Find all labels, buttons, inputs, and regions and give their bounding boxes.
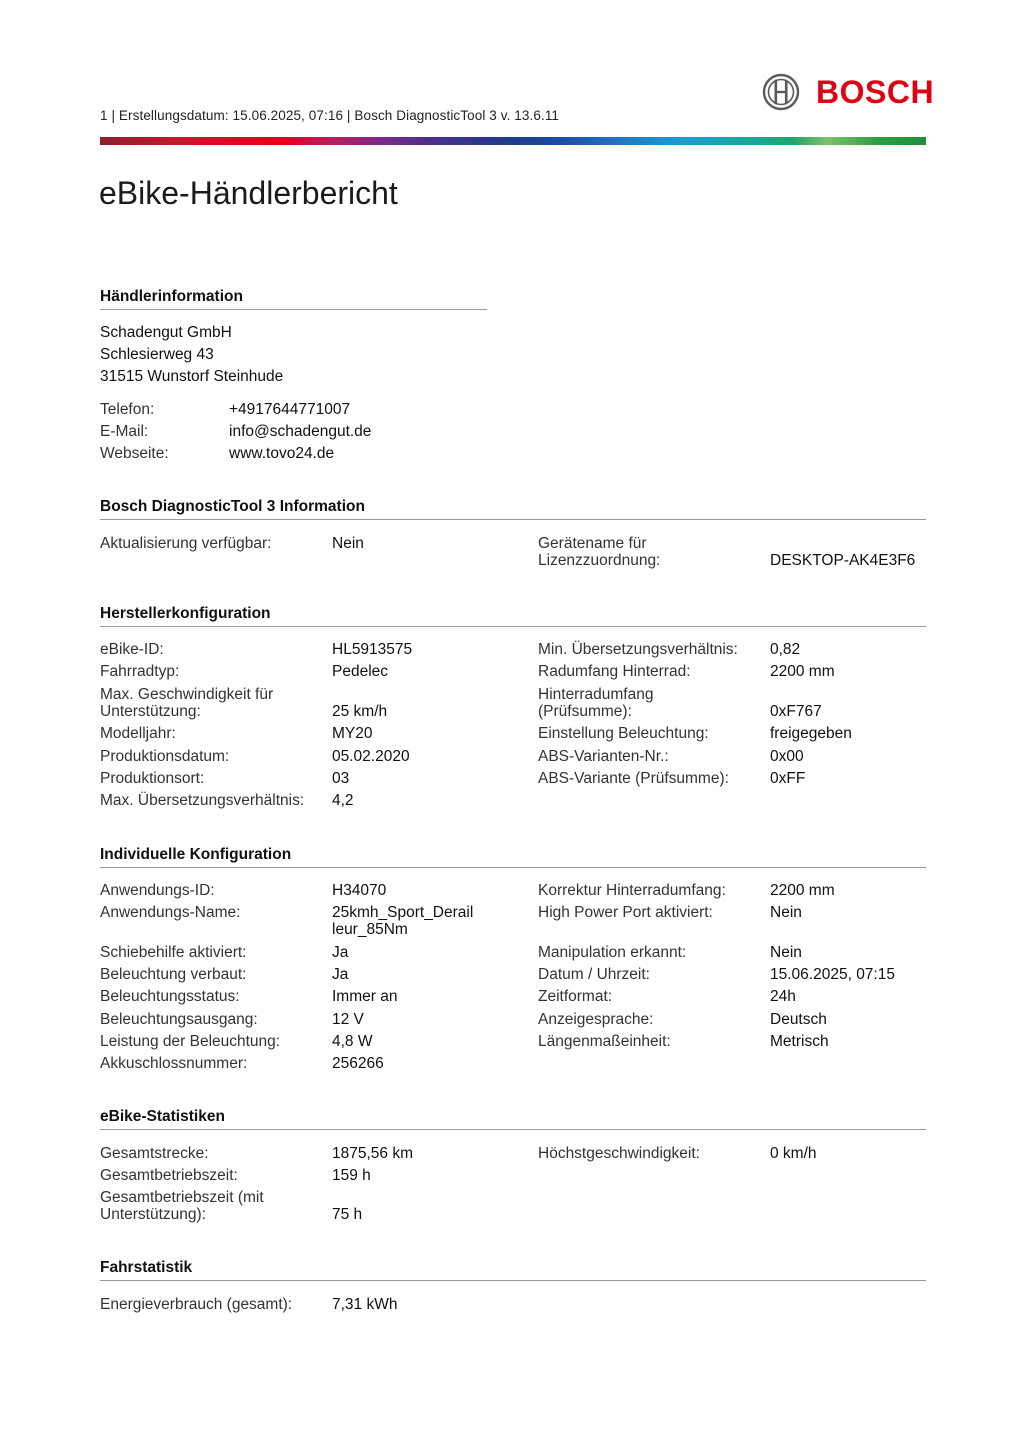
- kv-label: Max. Übersetzungsverhältnis:: [100, 792, 305, 809]
- kv-value: Metrisch: [770, 1033, 829, 1050]
- dealer-name: Schadengut GmbH: [100, 324, 232, 341]
- kv-label: Leistung der Beleuchtung:: [100, 1033, 281, 1050]
- section-heading-stats: [100, 1108, 926, 1130]
- kv-value: 25kmh_Sport_Derail: [332, 904, 474, 921]
- kv-value-cont: leur_85Nm: [332, 921, 408, 938]
- kv-value: 0 km/h: [770, 1145, 817, 1162]
- kv-label-cont: Unterstützung):: [100, 1206, 206, 1223]
- kv-value: 4,2: [332, 792, 354, 809]
- section-heading-text: Bosch DiagnosticTool 3 Information: [100, 498, 365, 515]
- kv-label: Datum / Uhrzeit:: [538, 966, 650, 983]
- kv-label: Akkuschlossnummer:: [100, 1055, 248, 1072]
- kv-label: Beleuchtungsstatus:: [100, 988, 240, 1005]
- kv-value: 0xFF: [770, 770, 806, 787]
- kv-label-cont: (Prüfsumme):: [538, 703, 632, 720]
- bosch-logo: [762, 72, 934, 112]
- device-label-cont: Lizenzzuordnung:: [538, 552, 661, 569]
- kv-value: Nein: [770, 904, 802, 921]
- kv-label: Produktionsort:: [100, 770, 205, 787]
- section-heading-text: Fahrstatistik: [100, 1259, 193, 1276]
- phone-value: +4917644771007: [229, 401, 351, 418]
- section-heading-dealer: [100, 288, 487, 310]
- kv-value: 0x00: [770, 748, 804, 765]
- kv-value: Immer an: [332, 988, 398, 1005]
- website-label: Webseite:: [100, 445, 169, 462]
- kv-label: Beleuchtung verbaut:: [100, 966, 247, 983]
- kv-value: 2200 mm: [770, 663, 835, 680]
- kv-value: MY20: [332, 725, 373, 742]
- kv-label: Produktionsdatum:: [100, 748, 230, 765]
- kv-label: Fahrradtyp:: [100, 663, 180, 680]
- kv-label: Min. Übersetzungsverhältnis:: [538, 641, 738, 658]
- kv-label: Gesamtbetriebszeit:: [100, 1167, 238, 1184]
- kv-value: 12 V: [332, 1011, 364, 1028]
- website-value: www.tovo24.de: [229, 445, 335, 462]
- kv-label: Längenmaßeinheit:: [538, 1033, 671, 1050]
- kv-label: Gesamtstrecke:: [100, 1145, 209, 1162]
- phone-label: Telefon:: [100, 401, 155, 418]
- section-heading-individual: [100, 846, 926, 868]
- kv-label: Hinterradumfang: [538, 686, 654, 703]
- bosch-armature-icon: [762, 73, 800, 111]
- kv-label: ABS-Varianten-Nr.:: [538, 748, 669, 765]
- kv-value: Pedelec: [332, 663, 389, 680]
- update-label: Aktualisierung verfügbar:: [100, 535, 272, 552]
- kv-label: Anzeigesprache:: [538, 1011, 654, 1028]
- page-title: eBike-Händlerbericht: [99, 175, 398, 211]
- kv-value: Deutsch: [770, 1011, 827, 1028]
- update-value: Nein: [332, 535, 364, 552]
- kv-value: 7,31 kWh: [332, 1296, 398, 1313]
- kv-value: H34070: [332, 882, 387, 899]
- section-heading-text: Herstellerkonfiguration: [100, 605, 271, 622]
- kv-value: Nein: [770, 944, 802, 961]
- section-heading-ride: [100, 1259, 926, 1281]
- kv-value: 25 km/h: [332, 703, 388, 720]
- kv-label: High Power Port aktiviert:: [538, 904, 713, 921]
- device-label: Gerätename für: [538, 535, 647, 552]
- kv-label: Radumfang Hinterrad:: [538, 663, 691, 680]
- kv-label: Anwendungs-Name:: [100, 904, 241, 921]
- device-value: DESKTOP-AK4E3F6: [770, 552, 916, 569]
- kv-label: Anwendungs-ID:: [100, 882, 215, 899]
- section-heading-text: eBike-Statistiken: [100, 1108, 225, 1125]
- kv-label: Schiebehilfe aktiviert:: [100, 944, 247, 961]
- kv-value: 1875,56 km: [332, 1145, 413, 1162]
- email-value: info@schadengut.de: [229, 423, 372, 440]
- kv-value: 2200 mm: [770, 882, 835, 899]
- kv-label: Beleuchtungsausgang:: [100, 1011, 258, 1028]
- kv-label: Modelljahr:: [100, 725, 176, 742]
- kv-value: Ja: [332, 966, 349, 983]
- section-heading-text: Individuelle Konfiguration: [100, 846, 292, 863]
- kv-label: eBike-ID:: [100, 641, 164, 658]
- section-heading-text: Händlerinformation: [100, 288, 243, 305]
- dealer-street: Schlesierweg 43: [100, 346, 214, 363]
- kv-value: 159 h: [332, 1167, 371, 1184]
- kv-value: 0xF767: [770, 703, 822, 720]
- bosch-wordmark: BOSCH: [816, 73, 935, 110]
- kv-value: Ja: [332, 944, 349, 961]
- kv-label: Manipulation erkannt:: [538, 944, 687, 961]
- kv-label: Energieverbrauch (gesamt):: [100, 1296, 293, 1313]
- section-heading-manufacturer: [100, 605, 926, 627]
- kv-label: Max. Geschwindigkeit für: [100, 686, 274, 703]
- kv-label: Einstellung Beleuchtung:: [538, 725, 709, 742]
- kv-value: 05.02.2020: [332, 748, 410, 765]
- kv-value: 256266: [332, 1055, 384, 1072]
- kv-label: Korrektur Hinterradumfang:: [538, 882, 726, 899]
- kv-label-cont: Unterstützung:: [100, 703, 201, 720]
- kv-label: Höchstgeschwindigkeit:: [538, 1145, 700, 1162]
- kv-label: ABS-Variante (Prüfsumme):: [538, 770, 729, 787]
- kv-label: Zeitformat:: [538, 988, 613, 1005]
- kv-label: Gesamtbetriebszeit (mit: [100, 1189, 264, 1206]
- dealer-city: 31515 Wunstorf Steinhude: [100, 368, 284, 385]
- kv-value: HL5913575: [332, 641, 413, 658]
- kv-value: freigegeben: [770, 725, 852, 742]
- kv-value: 24h: [770, 988, 796, 1005]
- kv-value: 75 h: [332, 1206, 363, 1223]
- brand-color-bar: [100, 137, 926, 145]
- kv-value: 15.06.2025, 07:15: [770, 966, 895, 983]
- kv-value: 0,82: [770, 641, 801, 658]
- kv-value: 03: [332, 770, 350, 787]
- section-heading-tool: [100, 498, 926, 520]
- kv-value: 4,8 W: [332, 1033, 373, 1050]
- report-meta-line: 1 | Erstellungsdatum: 15.06.2025, 07:16 | Bosch DiagnosticTool 3 v. 13.6.11: [100, 108, 560, 123]
- email-label: E-Mail:: [100, 423, 149, 440]
